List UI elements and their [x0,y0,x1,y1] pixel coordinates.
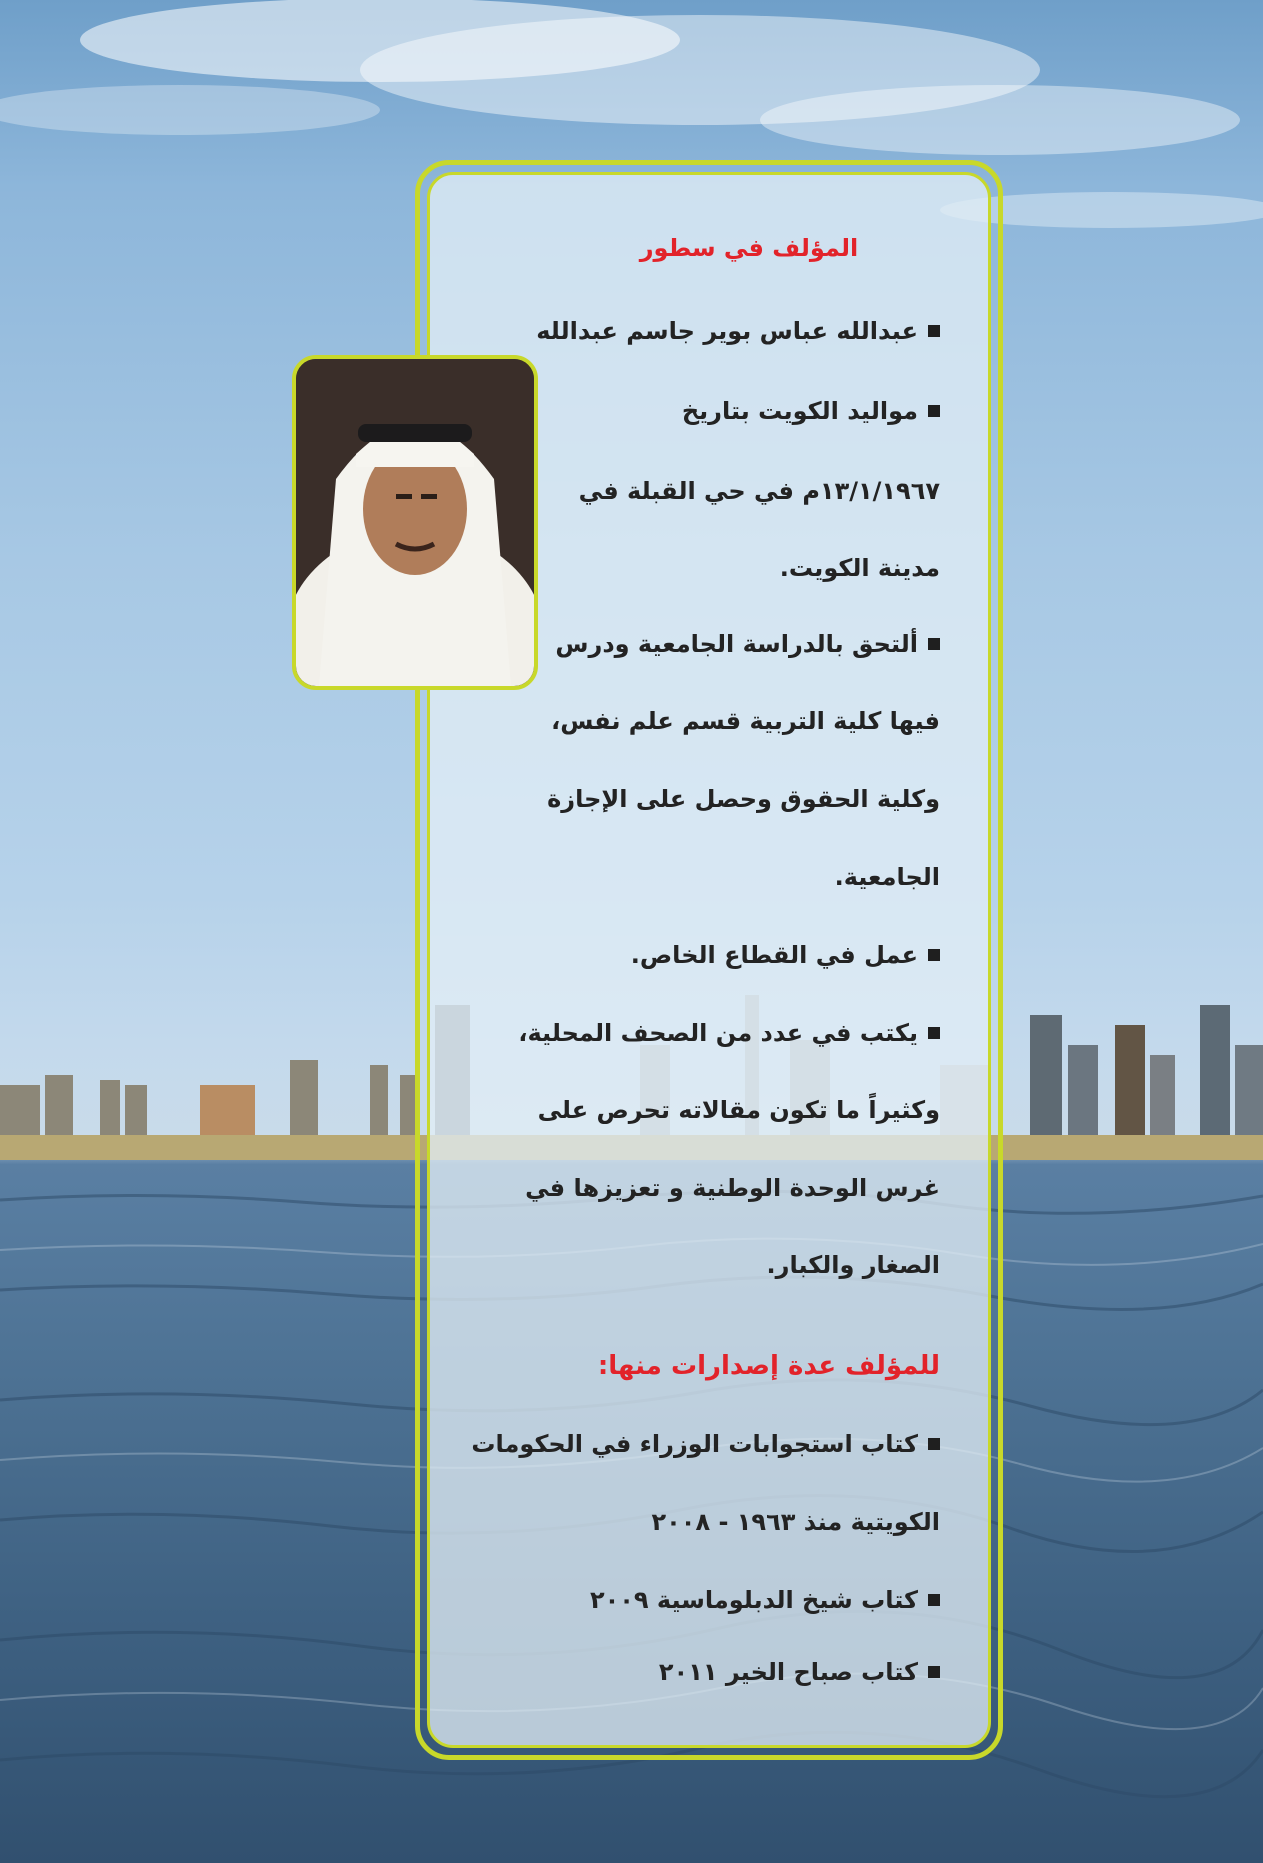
bio-line: الصغار والكبار. [766,1251,940,1279]
bio-line: يكتب في عدد من الصحف المحلية، [450,1013,940,1053]
bullet-icon [928,638,940,650]
publication-line: كتاب صباح الخير ٢٠١١ [450,1652,940,1692]
publication-line: كتاب استجوابات الوزراء في الحكومات [450,1424,940,1464]
bio-line: مواليد الكويت بتاريخ [450,391,940,431]
publications-heading: للمؤلف عدة إصدارات منها: [597,1351,940,1381]
bullet-icon [928,325,940,337]
bio-line: ألتحق بالدراسة الجامعية ودرس [450,624,940,664]
page-title: المؤلف في سطور [639,234,859,262]
bullet-icon [928,1438,940,1450]
bullet-icon [928,949,940,961]
bullet-icon [928,405,940,417]
bullet-icon [928,1594,940,1606]
bio-line: وكثيراً ما تكون مقالاته تحرص على [537,1096,940,1124]
bio-line: الجامعية. [834,863,940,891]
bio-line: مدينة الكويت. [779,554,940,582]
bullet-icon [928,1027,940,1039]
bio-line: وكلية الحقوق وحصل على الإجازة [547,785,940,813]
publication-line: كتاب شيخ الدبلوماسية ٢٠٠٩ [450,1580,940,1620]
bullet-icon [928,1666,940,1678]
bio-line: عمل في القطاع الخاص. [450,935,940,975]
bio-line: فيها كلية التربية قسم علم نفس، [551,707,940,735]
bio-line: غرس الوحدة الوطنية و تعزيزها في [525,1174,940,1202]
publication-line: الكويتية منذ ١٩٦٣ - ٢٠٠٨ [651,1508,940,1536]
bio-line: ١٣/١/١٩٦٧م في حي القبلة في [578,477,940,505]
bio-line: عبدالله عباس بوير جاسم عبدالله [450,311,940,351]
